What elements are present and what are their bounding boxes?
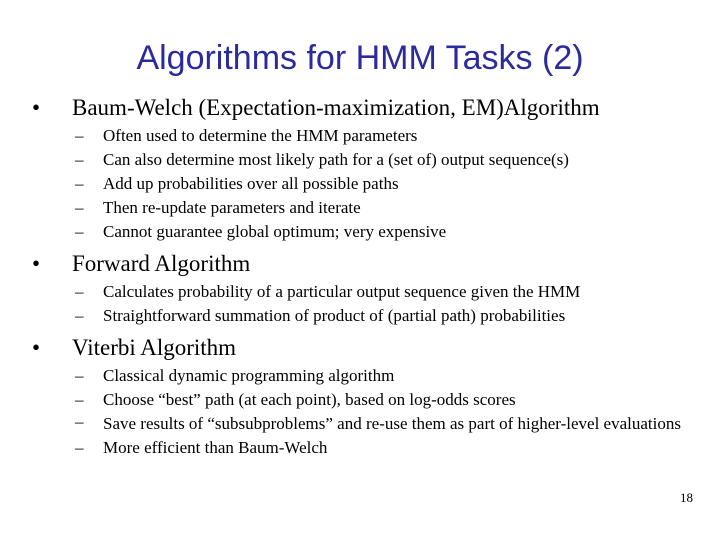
item-text: Straightforward summation of product of (partial path) probabilities (103, 306, 566, 325)
bullet-icon: • (32, 95, 41, 120)
sub-item-list (30, 124, 700, 244)
dash-icon: – (75, 126, 84, 145)
section-forward (30, 250, 700, 328)
heading-text: Forward Algorithm (72, 251, 251, 276)
list-item (30, 196, 700, 220)
sub-item-list (30, 364, 700, 460)
item-text: Then re-update parameters and iterate (103, 198, 361, 217)
dash-icon: – (75, 438, 84, 457)
list-item (30, 172, 700, 196)
dash-icon: – (75, 174, 84, 193)
dash-icon: – (75, 390, 84, 409)
list-item (30, 124, 700, 148)
dash-icon: – (75, 198, 84, 217)
item-text: Cannot guarantee global optimum; very expensive (103, 222, 447, 241)
dash-icon: – (75, 150, 84, 169)
list-item (30, 364, 700, 388)
list-item (30, 280, 700, 304)
slide-content (30, 94, 700, 460)
heading-text: Baum-Welch (Expectation-maximization, EM)Algorithm (72, 95, 600, 120)
list-item (30, 436, 700, 460)
item-text: More efficient than Baum-Welch (103, 438, 328, 457)
item-text: Often used to determine the HMM parameters (103, 126, 418, 145)
dash-icon: – (75, 366, 84, 385)
bullet-icon: • (32, 335, 41, 360)
bullet-icon: • (32, 251, 41, 276)
list-item (30, 304, 700, 328)
section-viterbi (30, 334, 700, 460)
list-item (30, 220, 700, 244)
sub-item-list (30, 280, 700, 328)
section-baum-welch (30, 94, 700, 244)
list-item (30, 148, 700, 172)
page-number: 18 (680, 490, 693, 505)
dash-icon: – (75, 306, 84, 325)
section-heading (30, 94, 700, 122)
slide-title: Algorithms for HMM Tasks (2) (136, 39, 584, 77)
item-text: Can also determine most likely path for a (set of) output sequence(s) (103, 150, 569, 169)
item-text: Choose “best” path (at each point), based on log-odds scores (103, 390, 516, 409)
dash-icon: – (75, 412, 84, 431)
dash-icon: – (75, 282, 84, 301)
list-item (30, 412, 700, 436)
heading-text: Viterbi Algorithm (72, 335, 237, 360)
list-item (30, 388, 700, 412)
item-text: Save results of “subsubproblems” and re-use them as part of higher-level evaluations (103, 414, 681, 433)
item-text: Add up probabilities over all possible paths (103, 174, 399, 193)
item-text: Calculates probability of a particular output sequence given the HMM (103, 282, 581, 301)
item-text: Classical dynamic programming algorithm (103, 366, 395, 385)
section-heading (30, 250, 700, 278)
dash-icon: – (75, 222, 84, 241)
section-heading (30, 334, 700, 362)
